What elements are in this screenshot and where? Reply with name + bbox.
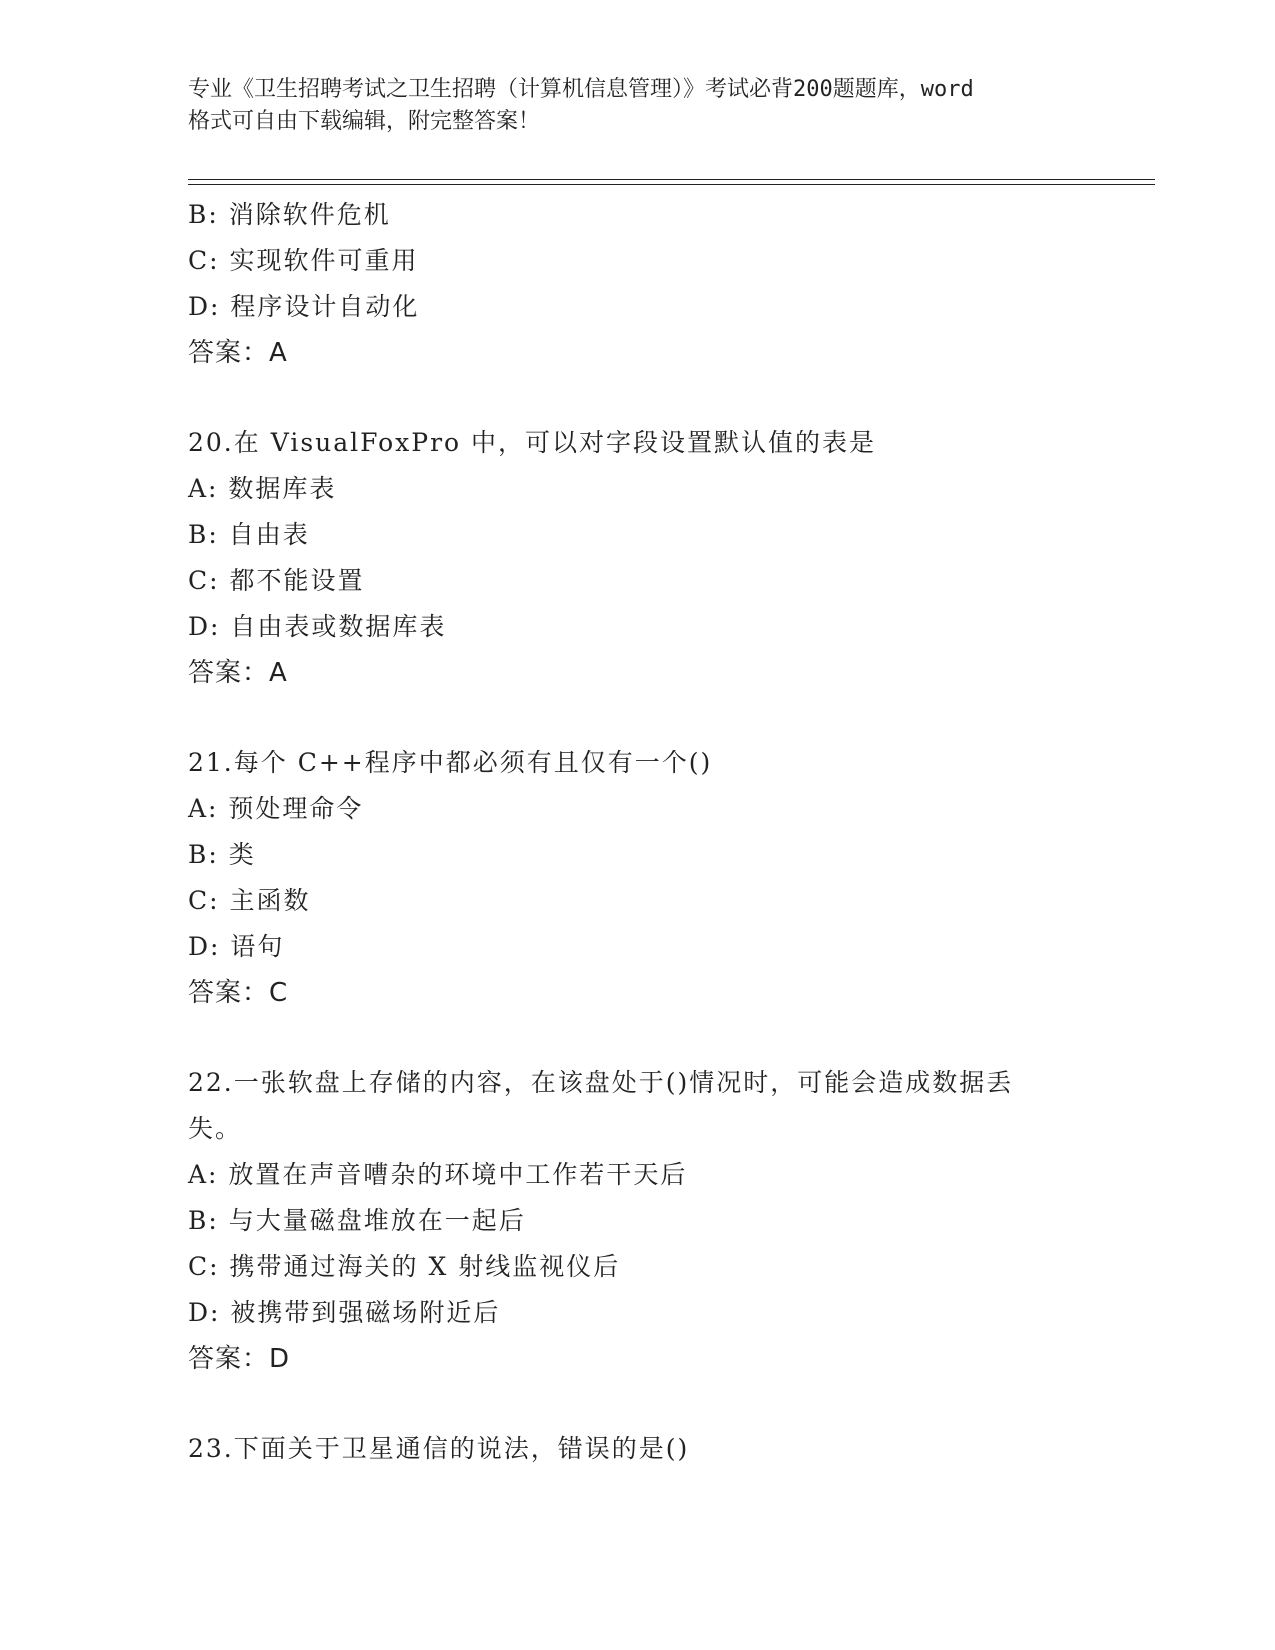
answer: 答案：A <box>188 658 288 688</box>
document-header <box>188 74 1088 138</box>
option-c: C: 实现软件可重用 <box>188 246 419 275</box>
question-text: 20.在 VisualFoxPro 中，可以对字段设置默认值的表是 <box>188 428 877 457</box>
question-22 <box>188 1060 1088 1382</box>
question-text: 23.下面关于卫星通信的说法，错误的是() <box>188 1434 690 1463</box>
option-c: C: 携带通过海关的 X 射线监视仪后 <box>188 1252 621 1281</box>
option-a: A: 数据库表 <box>188 474 337 503</box>
header-divider-bottom <box>188 184 1155 185</box>
option-b: B: 与大量磁盘堆放在一起后 <box>188 1206 526 1235</box>
option-b: B: 自由表 <box>188 520 310 549</box>
option-d: D: 程序设计自动化 <box>188 292 420 321</box>
option-b: B: 类 <box>188 840 256 869</box>
answer: 答案：D <box>188 1344 291 1374</box>
header-divider-top <box>188 179 1155 180</box>
header-line-1: 专业《卫生招聘考试之卫生招聘（计算机信息管理）》考试必背200题题库，word <box>188 77 974 102</box>
option-c: C: 都不能设置 <box>188 566 365 595</box>
option-a: A: 放置在声音嘈杂的环境中工作若干天后 <box>188 1160 688 1189</box>
option-a: A: 预处理命令 <box>188 794 364 823</box>
question-text-line-2: 失。 <box>188 1114 243 1143</box>
spacer <box>188 696 1088 740</box>
question-23 <box>188 1426 1088 1472</box>
question-21 <box>188 740 1088 1016</box>
option-d: D: 被携带到强磁场附近后 <box>188 1298 501 1327</box>
option-d: D: 语句 <box>188 932 285 961</box>
question-20 <box>188 420 1088 696</box>
header-line-2: 格式可自由下载编辑，附完整答案！ <box>188 109 541 134</box>
question-text: 21.每个 C++程序中都必须有且仅有一个() <box>188 748 713 777</box>
answer: 答案：C <box>188 978 289 1008</box>
question-text-line-1: 22.一张软盘上存储的内容，在该盘处于()情况时，可能会造成数据丢 <box>188 1068 1014 1097</box>
spacer <box>188 1016 1088 1060</box>
spacer <box>188 376 1088 420</box>
option-d: D: 自由表或数据库表 <box>188 612 447 641</box>
option-c: C: 主函数 <box>188 886 311 915</box>
question-list <box>188 192 1088 1472</box>
spacer <box>188 1382 1088 1426</box>
answer: 答案：A <box>188 338 288 368</box>
question-19-tail <box>188 192 1088 376</box>
option-b: B: 消除软件危机 <box>188 200 391 229</box>
